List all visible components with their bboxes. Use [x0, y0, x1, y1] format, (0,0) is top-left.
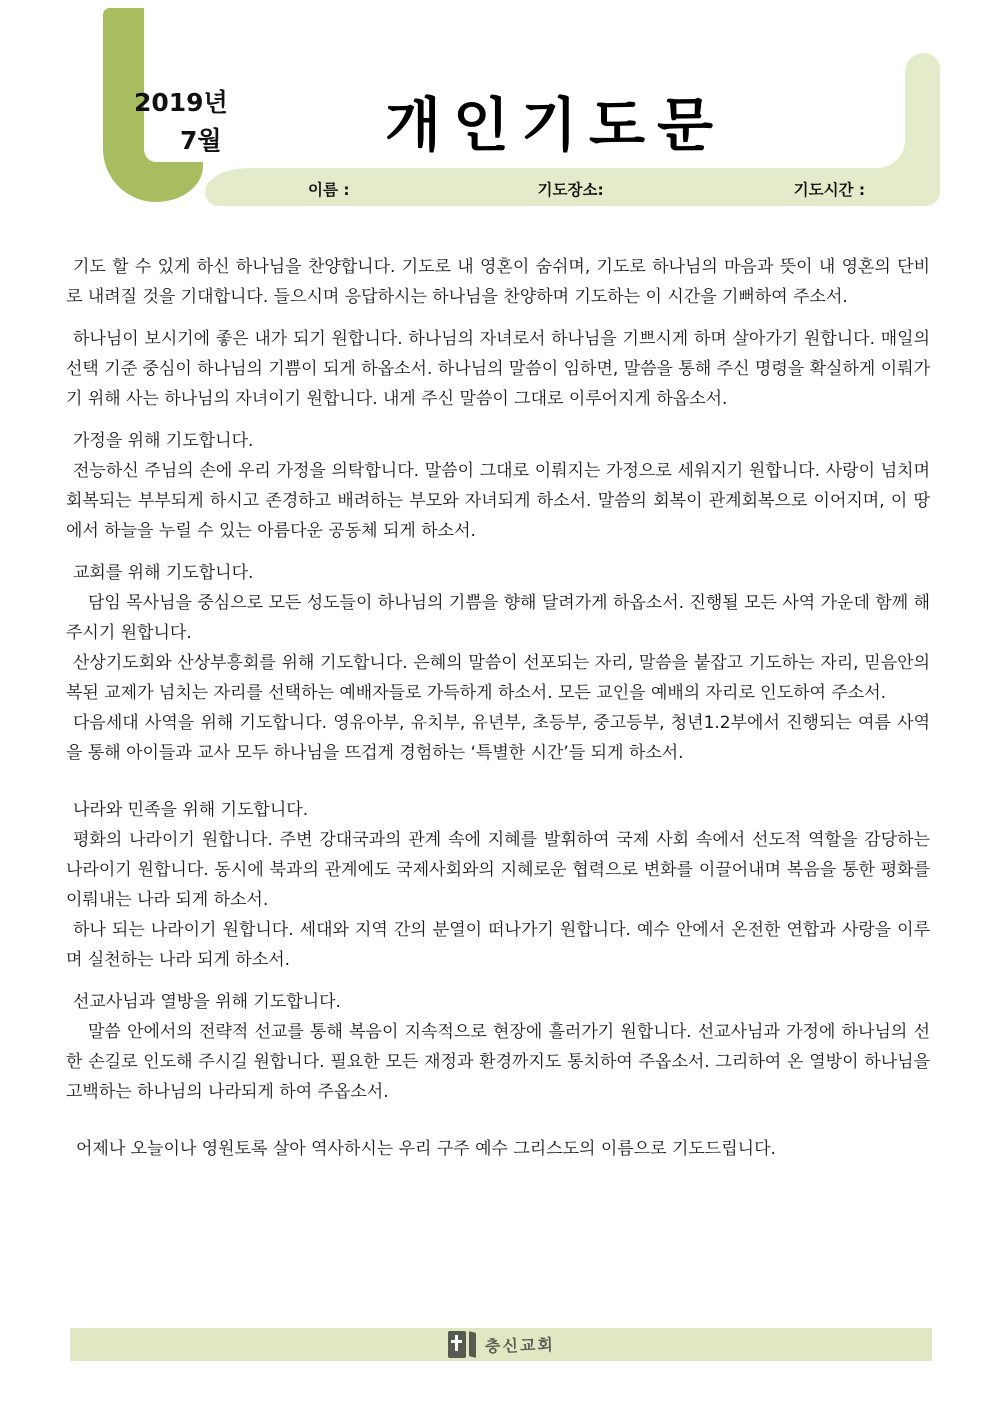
header-field-row [205, 172, 940, 206]
closing-line: 어제나 오늘이나 영원토록 살아 역사하시는 우리 구주 예수 그리스도의 이름으로 기도드립니다. [76, 1139, 776, 1159]
paragraph: 산상기도회와 산상부흥회를 위해 기도합니다. 은혜의 말씀이 선포되는 자리, 말씀을 붙잡고 기도하는 자리, 믿음안의 복된 교제가 넘치는 자리를 선택하는 예배자들로 가득하게 하소서. 모든 교인을 예배의 자리로 인도하여 주소서. [66, 653, 930, 703]
prayer-place-field-value[interactable] [604, 180, 664, 198]
section-heading: 나라와 민족을 위해 기도합니다. [73, 800, 309, 820]
section-heading: 선교사님과 열방을 위해 기도합니다. [73, 992, 341, 1012]
prayer-section-family [66, 426, 930, 546]
page-title: 개인기도문 [384, 91, 726, 159]
paragraph: 말씀 안에서의 전략적 선교를 통해 복음이 지속적으로 현장에 흘러가기 원합니다. 선교사님과 가정에 하나님의 선한 손길로 인도해 주시길 원합니다. 필요한 모든 재정과 환경까지도 통치하여 주옵소서. 그리하여 온 열방이 하나님을 고백하는 하나님의 나라되게 하여 주옵소서. [66, 1022, 930, 1102]
church-logo-text: 충신교회 [484, 1335, 555, 1356]
name-field-value[interactable] [350, 180, 410, 198]
prayer-time-field [794, 178, 926, 200]
name-field-label: 이름 : [308, 181, 350, 199]
prayer-time-field-value[interactable] [865, 180, 925, 198]
prayer-time-field-label: 기도시간 : [793, 181, 866, 199]
paragraph: 하나 되는 나라이기 원합니다. 세대와 지역 간의 분열이 떠나가기 원합니다. 예수 안에서 온전한 연합과 사랑을 이루며 실천하는 나라 되게 하소서. [66, 920, 930, 970]
name-field [308, 178, 410, 200]
paragraph: 다음세대 사역을 위해 기도합니다. 영유아부, 유치부, 유년부, 초등부, 중고등부, 청년1.2부에서 진행되는 여름 사역을 통해 아이들과 교사 모두 하나님을 뜨겁게 경험하는 ‘특별한 시간’들 되게 하소서. [66, 713, 930, 763]
prayer-section-missions [66, 987, 930, 1107]
paragraph: 기도 할 수 있게 하신 하나님을 찬양합니다. 기도로 내 영혼이 숨쉬며, 기도로 하나님의 마음과 뜻이 내 영혼의 단비로 내려질 것을 기대합니다. 들으시며 응답하시는 하나님을 찬양하며 기도하는 이 시간을 기뻐하여 주소서. [66, 257, 930, 307]
prayer-place-field [538, 178, 664, 200]
prayer-section-praise [66, 252, 930, 312]
paragraph: 담임 목사님을 중심으로 모든 성도들이 하나님의 기쁨을 향해 달려가게 하옵소서. 진행될 모든 사역 가운데 함께 해주시기 원합니다. [66, 593, 930, 643]
paragraph: 평화의 나라이기 원합니다. 주변 강대국과의 관계 속에 지혜를 발휘하여 국제 사회 속에서 선도적 역할을 감당하는 나라이기 원합니다. 동시에 북과의 관계에도 국제사회와의 지혜로운 협력으로 변화를 이끌어내며 복음을 통한 평화를 이뤄내는 나라 되게 하소서. [66, 830, 930, 910]
prayer-body [0, 228, 992, 1164]
month-label: 7월 [180, 126, 222, 155]
church-door-cross-icon [448, 1331, 478, 1358]
section-heading: 가정을 위해 기도합니다. [73, 431, 254, 451]
year-label: 2019년 [134, 88, 228, 117]
section-heading: 교회를 위해 기도합니다. [73, 563, 254, 583]
document-header [0, 0, 992, 228]
footer-banner [70, 1328, 932, 1361]
prayer-section-personal [66, 324, 930, 414]
prayer-section-nation [66, 795, 930, 975]
paragraph: 전능하신 주님의 손에 우리 가정을 의탁합니다. 말씀이 그대로 이뤄지는 가정으로 세워지기 원합니다. 사랑이 넘치며 회복되는 부부되게 하시고 존경하고 배려하는 부모와 자녀되게 하소서. 말씀의 회복이 관계회복으로 이어지며, 이 땅에서 하늘을 누릴 수 있는 아름다운 공동체 되게 하소서. [66, 461, 930, 541]
prayer-place-field-label: 기도장소: [537, 181, 604, 199]
prayer-section-church [66, 558, 930, 768]
paragraph: 하나님이 보시기에 좋은 내가 되기 원합니다. 하나님의 자녀로서 하나님을 기쁘시게 하며 살아가기 원합니다. 매일의 선택 기준 중심이 하나님의 기쁨이 되게 하옵소서. 하나님의 말씀이 임하면, 말씀을 통해 주신 명령을 확실하게 이뤄가기 위해 사는 하나님의 자녀이기 원합니다. 내게 주신 말씀이 그대로 이루어지게 하옵소서. [66, 329, 930, 409]
